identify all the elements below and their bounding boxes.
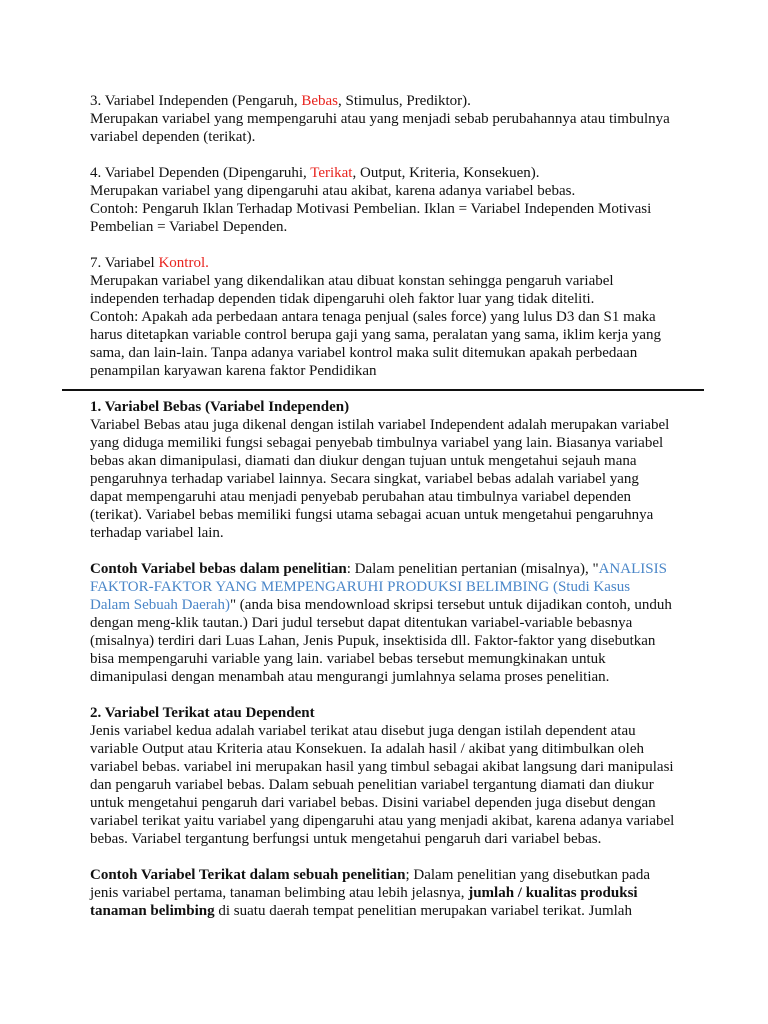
b2-example-line: jenis variabel pertama, tanaman belimbing atau lebih jelasnya, jumlah / kualitas produksi	[90, 885, 638, 901]
paragraph-line: sama, dan lain-lain. Tanpa adanya variabel kontrol maka sulit ditemukan apakah perbedaan	[90, 345, 638, 361]
example-label: Contoh Variabel Terikat dalam sebuah penelitian	[90, 867, 406, 883]
paragraph-line: Jenis variabel kedua adalah variabel terikat atau disebut juga dengan istilah dependent atau	[90, 723, 636, 739]
s3-heading: 3. Variabel Independen (Pengaruh, Bebas, Stimulus, Prediktor).	[90, 93, 471, 109]
b2-example-line: Contoh Variabel Terikat dalam sebuah penelitian; Dalam penelitian yang disebutkan pada	[90, 867, 650, 883]
example-label: Contoh Variabel bebas dalam penelitian	[90, 561, 347, 577]
b1-example-line: Contoh Variabel bebas dalam penelitian: Dalam penelitian pertanian (misalnya), "ANALISIS	[90, 561, 667, 577]
paragraph-line: terhadap variabel lain.	[90, 525, 224, 541]
paragraph-line: Merupakan variabel yang dipengaruhi atau akibat, karena adanya variabel bebas.	[90, 183, 576, 199]
s7-heading: 7. Variabel Kontrol.	[90, 255, 209, 271]
paragraph-line: dengan meng-klik tautan.) Dari judul tersebut dapat ditentukan variabel-variable bebasnya	[90, 615, 633, 631]
thesis-link-part[interactable]: Dalam Sebuah Daerah)	[90, 597, 230, 613]
paragraph-line: yang diduga memiliki fungsi sebagai penyebab timbulnya variabel yang lain. Biasanya variabel	[90, 435, 664, 451]
horizontal-divider	[62, 389, 704, 391]
b2-heading: 2. Variabel Terikat atau Dependent	[90, 705, 315, 721]
paragraph-line: dapat mempengaruhi atau menjadi penyebab perubahan atau timbulnya variabel dependen	[90, 489, 632, 505]
paragraph-line: bebas. Variabel tergantung berfungsi untuk mengetahui pengaruh dari variabel bebas.	[90, 831, 602, 847]
paragraph-line: harus ditetapkan variable control berupa gaji yang sama, peralatan yang sama, iklim kerja yang	[90, 327, 662, 343]
paragraph-line: Pembelian = Variabel Dependen.	[90, 219, 288, 235]
paragraph-line: bisa mempengaruhi variable yang lain. variabel bebas tersebut memungkinakan untuk	[90, 651, 606, 667]
paragraph-line: Merupakan variabel yang dikendalikan atau dibuat konstan sehingga pengaruh variabel	[90, 273, 614, 289]
paragraph-line: variabel terikat yaitu variabel yang dipengaruhi atau yang menjadi akibat, karena adanya variabel	[90, 813, 675, 829]
paragraph-line: independen terhadap dependen tidak dipengaruhi oleh faktor luar yang tidak diteliti.	[90, 291, 595, 307]
paragraph-line: penampilan karyawan karena faktor Pendidikan	[90, 363, 377, 379]
paragraph-line: variable Output atau Kriteria atau Konsekuen. Ia adalah hasil / akibat yang ditimbulkan oleh	[90, 741, 644, 757]
b2-example-line: tanaman belimbing di suatu daerah tempat penelitian merupakan variabel terikat. Jumlah	[90, 903, 632, 919]
thesis-link-part[interactable]: ANALISIS	[598, 561, 667, 577]
keyword-kontrol: Kontrol.	[158, 255, 209, 271]
s4-heading: 4. Variabel Dependen (Dipengaruhi, Terikat, Output, Kriteria, Konsekuen).	[90, 165, 540, 181]
paragraph-line: variabel bebas. variabel ini merupakan hasil yang timbul sebagai akibat langsung dari manipulasi	[90, 759, 674, 775]
paragraph-line: untuk mengetahui pengaruh dari variabel bebas. Disini variabel dependen juga disebut dengan	[90, 795, 656, 811]
bottom-section	[90, 398, 690, 920]
paragraph-line: Contoh: Pengaruh Iklan Terhadap Motivasi Pembelian. Iklan = Variabel Independen Motivasi	[90, 201, 652, 217]
keyword-bebas: Bebas	[301, 93, 338, 109]
paragraph-line: Contoh: Apakah ada perbedaan antara tenaga penjual (sales force) yang lulus D3 dan S1 maka	[90, 309, 656, 325]
paragraph-line: bebas akan dimanipulasi, diamati dan diukur dengan tujuan untuk mengetahui sejauh mana	[90, 453, 637, 469]
b1-heading: 1. Variabel Bebas (Variabel Independen)	[90, 399, 350, 415]
keyword-terikat: Terikat	[310, 165, 353, 181]
paragraph-line: dan pengaruh variabel bebas. Dalam sebuah penelitian variabel tergantung diamati dan diukur	[90, 777, 654, 793]
paragraph-line: dimanipulasi dengan menambah atau mengurangi jumlahnya selama proses penelitian.	[90, 669, 610, 685]
paragraph-line: (terikat). Variabel bebas memiliki fungsi utama sebagai acuan untuk mengetahui pengaruhnya	[90, 507, 654, 523]
top-section	[90, 92, 690, 380]
b1-example-line	[90, 578, 690, 596]
paragraph-line: pengaruhnya terhadap variabel lainnya. Secara singkat, variabel bebas adalah variabel yang	[90, 471, 639, 487]
b1-example-line: Dalam Sebuah Daerah)" (anda bisa mendownload skripsi tersebut untuk dijadikan contoh, unduh	[90, 597, 672, 613]
paragraph-line: (misalnya) terdiri dari Luas Lahan, Jenis Pupuk, insektisida dll. Faktor-faktor yang disebutkan	[90, 633, 656, 649]
paragraph-line: variabel dependen (terikat).	[90, 129, 256, 145]
thesis-link-part[interactable]: FAKTOR-FAKTOR YANG MEMPENGARUHI PRODUKSI BELIMBING (Studi Kasus	[90, 579, 631, 595]
paragraph-line: Variabel Bebas atau juga dikenal dengan istilah variabel Independent adalah merupakan variabel	[90, 417, 670, 433]
paragraph-line: Merupakan variabel yang mempengaruhi atau yang menjadi sebab perubahannya atau timbulnya	[90, 111, 670, 127]
